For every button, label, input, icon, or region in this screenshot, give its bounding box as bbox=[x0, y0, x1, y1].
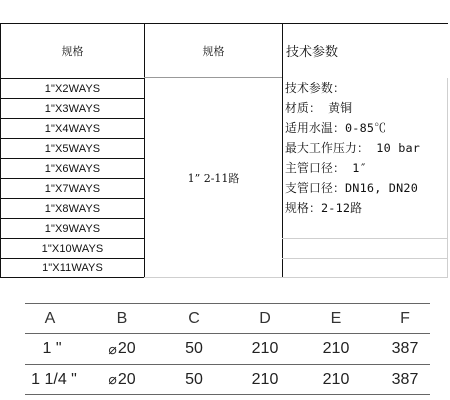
dims-line-bottom bbox=[25, 394, 430, 395]
dims-row-d: 210 bbox=[251, 340, 279, 357]
dims-row-diameter bbox=[87, 365, 157, 394]
model-cell: 1"X10WAYS bbox=[41, 242, 104, 255]
model-cell: 1"X3WAYS bbox=[44, 102, 101, 115]
model-cell: 1"X11WAYS bbox=[42, 262, 103, 274]
model-cell: 1"X6WAYS bbox=[44, 162, 101, 175]
row-line bbox=[0, 277, 144, 278]
param-line: 最大工作压力： 10 bar bbox=[285, 141, 421, 155]
param-line: 支管口径：DN16, DN20 bbox=[285, 181, 419, 195]
param-row-line bbox=[282, 238, 448, 239]
header-spec-1: 规格 bbox=[61, 46, 84, 58]
param-row-line bbox=[144, 277, 448, 278]
dims-row-size: 1 1/4 " bbox=[31, 370, 77, 388]
dims-row-diameter bbox=[87, 334, 157, 364]
table-border-right bbox=[447, 78, 448, 278]
dims-header-d: D bbox=[259, 309, 271, 327]
model-cell: 1"X8WAYS bbox=[44, 202, 101, 215]
dims-header-b: B bbox=[116, 309, 128, 327]
header-spec-2: 规格 bbox=[202, 45, 225, 58]
model-cell: 1"X4WAYS bbox=[44, 122, 101, 135]
dimension-table bbox=[25, 303, 430, 395]
dims-row-f: 387 bbox=[391, 340, 419, 357]
dims-row-c: 50 bbox=[185, 370, 203, 388]
param-line: 技术参数： bbox=[285, 81, 345, 95]
dims-row-f: 387 bbox=[391, 370, 419, 388]
dims-row-size: 1 " bbox=[42, 340, 62, 357]
dims-row-e: 210 bbox=[322, 340, 350, 357]
dims-row-c: 50 bbox=[185, 340, 203, 357]
param-line: 主管口径： 1″ bbox=[285, 161, 367, 175]
param-line: 规格：2-12路 bbox=[285, 201, 363, 215]
model-cell: 1"X7WAYS bbox=[44, 182, 101, 195]
dims-header-c: C bbox=[188, 309, 200, 327]
diameter-icon: ⌀ bbox=[108, 371, 117, 387]
param-row-line bbox=[282, 258, 448, 259]
dims-header-f: F bbox=[400, 309, 410, 327]
diameter-value: 20 bbox=[117, 370, 136, 388]
diameter-icon: ⌀ bbox=[108, 340, 117, 357]
model-cell: 1"X2WAYS bbox=[44, 82, 101, 95]
model-cell: 1"X9WAYS bbox=[44, 222, 101, 235]
diameter-value: 20 bbox=[117, 340, 136, 357]
param-line: 材质： 黄铜 bbox=[285, 101, 353, 115]
dims-row-d: 210 bbox=[251, 370, 279, 388]
dims-header-e: E bbox=[330, 309, 342, 327]
model-cell: 1"X5WAYS bbox=[44, 142, 101, 155]
dims-row-e: 210 bbox=[322, 370, 350, 388]
header-tech-params: 技术参数 bbox=[286, 45, 339, 60]
dims-header-a: A bbox=[44, 309, 56, 327]
merged-spec-cell: 1” 2-11路 bbox=[187, 171, 240, 185]
param-line: 适用水温：0-85℃ bbox=[285, 121, 387, 135]
spec-table bbox=[0, 23, 448, 278]
